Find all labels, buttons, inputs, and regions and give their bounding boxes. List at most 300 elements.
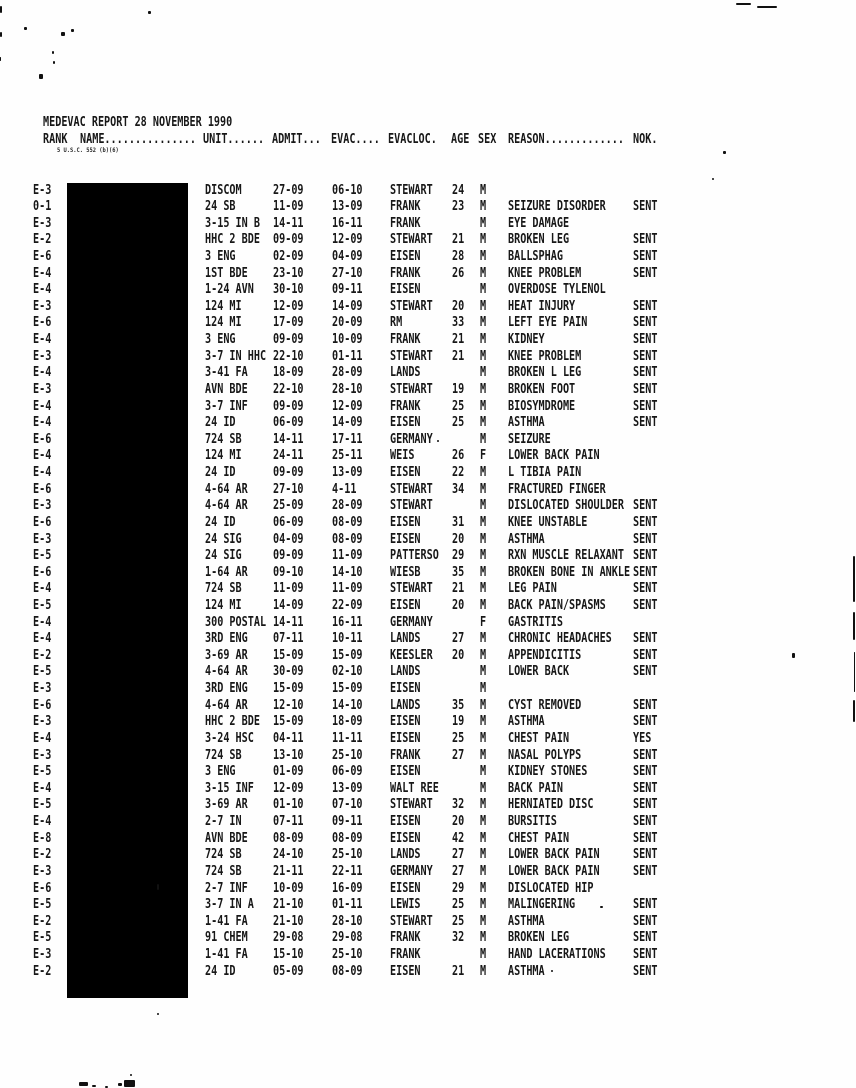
cell-evacloc: LANDS xyxy=(390,664,421,680)
cell-unit: 4-64 AR xyxy=(205,498,248,514)
cell-admit: 17-09 xyxy=(273,315,304,331)
cell-unit: 724 SB xyxy=(205,847,242,863)
cell-unit: 24 SB xyxy=(205,199,236,215)
cell-age: 35 xyxy=(452,564,465,580)
cell-rank: E-4 xyxy=(33,465,52,481)
cell-reason: LOWER BACK PAIN xyxy=(508,847,600,863)
cell-evac: 08-09 xyxy=(332,514,363,530)
cell-rank: 0-1 xyxy=(33,199,52,215)
cell-sex: M xyxy=(480,764,487,780)
cell-reason: BROKEN LEG xyxy=(508,232,570,248)
cell-evac: 25-10 xyxy=(332,747,363,763)
cell-sex: M xyxy=(480,847,487,863)
cell-age: 32 xyxy=(452,797,465,813)
cell-admit: 11-09 xyxy=(273,581,304,597)
cell-nok: SENT xyxy=(633,514,658,530)
cell-reason: APPENDICITIS xyxy=(508,647,582,663)
cell-sex: F xyxy=(480,448,487,464)
cell-evac: 20-09 xyxy=(332,315,363,331)
cell-evacloc: LANDS xyxy=(390,631,421,647)
cell-nok: SENT xyxy=(633,332,658,348)
cell-nok: SENT xyxy=(633,548,658,564)
cell-evac: 12-09 xyxy=(332,232,363,248)
cell-evac: 08-09 xyxy=(332,531,363,547)
cell-unit: 1-41 FA xyxy=(205,913,248,929)
cell-reason: HAND LACERATIONS xyxy=(508,947,606,963)
cell-nok: SENT xyxy=(633,897,658,913)
cell-reason: SEIZURE xyxy=(508,431,551,447)
cell-evacloc: WEIS xyxy=(390,448,415,464)
cell-unit: AVN BDE xyxy=(205,381,248,397)
cell-admit: 11-09 xyxy=(273,199,304,215)
cell-nok: SENT xyxy=(633,598,658,613)
column-header-unit: UNIT...... xyxy=(203,132,265,147)
cell-admit: 24-11 xyxy=(273,448,304,464)
cell-evacloc: EISEN xyxy=(390,714,421,730)
cell-age: 26 xyxy=(452,265,465,281)
cell-evac: 09-11 xyxy=(332,282,363,298)
cell-evac: 4-11 xyxy=(332,481,357,497)
cell-admit: 07-11 xyxy=(273,631,304,647)
scan-noise-speck xyxy=(130,1074,132,1076)
cell-age: 25 xyxy=(452,398,465,414)
cell-unit: 724 SB xyxy=(205,431,242,447)
cell-rank: E-4 xyxy=(33,365,52,381)
cell-reason: KNEE PROBLEM xyxy=(508,265,582,281)
scan-noise-speck xyxy=(853,700,855,722)
cell-unit: 124 MI xyxy=(205,598,242,613)
cell-reason: BURSITIS xyxy=(508,814,557,830)
cell-evacloc: STEWART xyxy=(390,348,433,364)
cell-rank: E-5 xyxy=(33,598,52,613)
cell-nok: SENT xyxy=(633,564,658,580)
cell-evacloc: WIESB xyxy=(390,564,421,580)
cell-sex: M xyxy=(480,647,487,663)
cell-admit: 22-10 xyxy=(273,348,304,364)
cell-sex: M xyxy=(480,514,487,530)
cell-admit: 09-10 xyxy=(273,564,304,580)
cell-sex: M xyxy=(480,348,487,364)
cell-reason: LEFT EYE PAIN xyxy=(508,315,588,331)
cell-rank: E-4 xyxy=(33,398,52,414)
cell-age: 27 xyxy=(452,863,465,879)
cell-evac: 08-09 xyxy=(332,830,363,846)
cell-rank: E-6 xyxy=(33,564,52,580)
scan-noise-speck xyxy=(24,27,27,30)
cell-nok: SENT xyxy=(633,248,658,264)
cell-evacloc: EISEN xyxy=(390,764,421,780)
cell-nok: SENT xyxy=(633,348,658,364)
cell-sex: M xyxy=(480,282,487,298)
cell-sex: M xyxy=(480,548,487,564)
cell-sex: M xyxy=(480,863,487,879)
cell-sex: M xyxy=(480,481,487,497)
cell-evacloc: PATTERSO xyxy=(390,548,439,564)
scan-noise-speck xyxy=(124,1080,135,1087)
cell-sex: M xyxy=(480,714,487,730)
cell-evacloc: STEWART xyxy=(390,498,433,514)
scan-noise-speck xyxy=(157,1013,159,1015)
cell-age: 21 xyxy=(452,332,465,348)
cell-sex: M xyxy=(480,232,487,248)
cell-sex: M xyxy=(480,498,487,514)
cell-rank: E-6 xyxy=(33,481,52,497)
cell-unit: DISCOM xyxy=(205,182,242,198)
cell-evac: 14-09 xyxy=(332,415,363,431)
cell-sex: M xyxy=(480,365,487,381)
cell-unit: AVN BDE xyxy=(205,830,248,846)
cell-admit: 12-09 xyxy=(273,780,304,796)
cell-evac: 14-10 xyxy=(332,697,363,713)
cell-evacloc: RM xyxy=(390,315,403,331)
cell-evacloc: LEWIS xyxy=(390,897,421,913)
cell-age: 31 xyxy=(452,514,465,530)
cell-admit: 07-11 xyxy=(273,814,304,830)
cell-sex: M xyxy=(480,398,487,414)
cell-age: 28 xyxy=(452,248,465,264)
cell-evacloc: EISEN xyxy=(390,830,421,846)
cell-sex: M xyxy=(480,431,487,447)
cell-unit: 3 ENG xyxy=(205,332,236,348)
column-header-rank: RANK xyxy=(43,132,68,147)
cell-admit: 14-11 xyxy=(273,614,304,630)
cell-reason: L TIBIA PAIN xyxy=(508,465,582,481)
scan-noise-speck xyxy=(757,6,777,8)
cell-evacloc: EISEN xyxy=(390,465,421,481)
cell-nok: SENT xyxy=(633,830,658,846)
cell-unit: 91 CHEM xyxy=(205,930,248,946)
cell-unit: 3 ENG xyxy=(205,764,236,780)
cell-sex: M xyxy=(480,780,487,796)
cell-unit: 3-15 IN B xyxy=(205,215,260,231)
scan-noise-speck xyxy=(0,32,2,37)
cell-reason: BACK PAIN/SPASMS xyxy=(508,598,606,613)
cell-age: 33 xyxy=(452,315,465,331)
column-header-evacloc: EVACLOC. xyxy=(388,132,437,147)
cell-sex: M xyxy=(480,814,487,830)
cell-evac: 15-09 xyxy=(332,647,363,663)
cell-sex: M xyxy=(480,531,487,547)
cell-rank: E-5 xyxy=(33,664,52,680)
cell-evacloc: FRANK xyxy=(390,747,421,763)
cell-admit: 29-08 xyxy=(273,930,304,946)
cell-age: 25 xyxy=(452,897,465,913)
cell-admit: 21-10 xyxy=(273,913,304,929)
cell-evacloc: EISEN xyxy=(390,282,421,298)
cell-unit: 24 SIG xyxy=(205,531,242,547)
cell-evac: 18-09 xyxy=(332,714,363,730)
cell-rank: E-3 xyxy=(33,747,52,763)
cell-age: 34 xyxy=(452,481,465,497)
cell-rank: E-5 xyxy=(33,930,52,946)
cell-reason: HEAT INJURY xyxy=(508,298,576,314)
cell-sex: M xyxy=(480,598,487,613)
cell-rank: E-3 xyxy=(33,215,52,231)
scan-noise-speck xyxy=(853,556,855,602)
cell-reason: BIOSYMDROME xyxy=(508,398,576,414)
cell-evacloc: KEESLER xyxy=(390,647,433,663)
cell-admit: 15-09 xyxy=(273,714,304,730)
cell-nok: SENT xyxy=(633,298,658,314)
column-header-evac: EVAC.... xyxy=(331,132,380,147)
cell-reason: NASAL POLYPS xyxy=(508,747,582,763)
cell-unit: 724 SB xyxy=(205,863,242,879)
cell-sex: M xyxy=(480,947,487,963)
cell-evac: 01-11 xyxy=(332,897,363,913)
cell-evac: 10-11 xyxy=(332,631,363,647)
cell-rank: E-4 xyxy=(33,814,52,830)
cell-reason: LOWER BACK xyxy=(508,664,570,680)
cell-rank: E-2 xyxy=(33,647,52,663)
cell-rank: E-2 xyxy=(33,232,52,248)
cell-age: 22 xyxy=(452,465,465,481)
cell-rank: E-4 xyxy=(33,415,52,431)
cell-evac: 25-11 xyxy=(332,448,363,464)
cell-sex: M xyxy=(480,697,487,713)
cell-evac: 07-10 xyxy=(332,797,363,813)
cell-evac: 28-10 xyxy=(332,913,363,929)
cell-reason: ASTHMA xyxy=(508,531,545,547)
cell-reason: OVERDOSE TYLENOL xyxy=(508,282,606,298)
cell-reason: HERNIATED DISC xyxy=(508,797,594,813)
cell-sex: M xyxy=(480,581,487,597)
cell-evacloc: EISEN xyxy=(390,963,421,979)
cell-evac: 17-11 xyxy=(332,431,363,447)
cell-reason: ASTHMA xyxy=(508,913,545,929)
column-header-reason: REASON............. xyxy=(508,132,625,147)
cell-age: 29 xyxy=(452,880,465,896)
cell-unit: 3-7 IN HHC xyxy=(205,348,267,364)
cell-nok: SENT xyxy=(633,664,658,680)
cell-nok: SENT xyxy=(633,814,658,830)
cell-nok: SENT xyxy=(633,398,658,414)
cell-age: 20 xyxy=(452,598,465,613)
cell-admit: 14-09 xyxy=(273,598,304,613)
cell-rank: E-2 xyxy=(33,963,52,979)
cell-rank: E-4 xyxy=(33,780,52,796)
cell-evacloc: STEWART xyxy=(390,182,433,198)
scan-noise-speck xyxy=(600,906,603,908)
cell-evacloc: EISEN xyxy=(390,814,421,830)
cell-unit: 1-41 FA xyxy=(205,947,248,963)
cell-age: 20 xyxy=(452,647,465,663)
cell-evacloc: EISEN xyxy=(390,531,421,547)
cell-rank: E-6 xyxy=(33,514,52,530)
cell-nok: SENT xyxy=(633,963,658,979)
cell-reason: BROKEN LEG xyxy=(508,930,570,946)
cell-sex: M xyxy=(480,913,487,929)
cell-age: 35 xyxy=(452,697,465,713)
cell-age: 25 xyxy=(452,913,465,929)
cell-nok: SENT xyxy=(633,199,658,215)
cell-evacloc: LANDS xyxy=(390,847,421,863)
cell-admit: 27-10 xyxy=(273,481,304,497)
cell-evac: 13-09 xyxy=(332,465,363,481)
cell-admit: 01-09 xyxy=(273,764,304,780)
scan-noise-speck xyxy=(92,1085,96,1087)
cell-sex: M xyxy=(480,880,487,896)
cell-admit: 15-09 xyxy=(273,647,304,663)
cell-evacloc: FRANK xyxy=(390,199,421,215)
cell-unit: 24 ID xyxy=(205,415,236,431)
cell-evacloc: EISEN xyxy=(390,514,421,530)
cell-evacloc: FRANK xyxy=(390,930,421,946)
cell-nok: SENT xyxy=(633,315,658,331)
cell-admit: 09-09 xyxy=(273,548,304,564)
cell-sex: M xyxy=(480,664,487,680)
cell-unit: 4-64 AR xyxy=(205,697,248,713)
cell-reason: SEIZURE DISORDER xyxy=(508,199,606,215)
scan-noise-speck xyxy=(118,1083,122,1086)
cell-admit: 06-09 xyxy=(273,415,304,431)
column-header-name: NAME............... xyxy=(80,132,197,147)
cell-evac: 06-09 xyxy=(332,764,363,780)
cell-nok: SENT xyxy=(633,581,658,597)
cell-unit: 3-69 AR xyxy=(205,647,248,663)
cell-nok: SENT xyxy=(633,697,658,713)
cell-sex: M xyxy=(480,747,487,763)
cell-evac: 25-10 xyxy=(332,947,363,963)
cell-nok: SENT xyxy=(633,947,658,963)
cell-admit: 21-11 xyxy=(273,863,304,879)
scan-noise-speck xyxy=(792,653,795,658)
cell-evac: 14-09 xyxy=(332,298,363,314)
cell-nok: SENT xyxy=(633,647,658,663)
cell-sex: M xyxy=(480,963,487,979)
cell-rank: E-3 xyxy=(33,381,52,397)
cell-admit: 14-11 xyxy=(273,215,304,231)
cell-nok: SENT xyxy=(633,747,658,763)
cell-admit: 09-09 xyxy=(273,398,304,414)
column-header-admit: ADMIT... xyxy=(272,132,321,147)
cell-nok: YES xyxy=(633,730,652,746)
cell-evacloc: STEWART xyxy=(390,298,433,314)
cell-admit: 02-09 xyxy=(273,248,304,264)
cell-unit: 3RD ENG xyxy=(205,631,248,647)
cell-admit: 12-10 xyxy=(273,697,304,713)
cell-nok: SENT xyxy=(633,381,658,397)
cell-unit: 24 ID xyxy=(205,514,236,530)
cell-unit: 2-7 INF xyxy=(205,880,248,896)
cell-admit: 09-09 xyxy=(273,232,304,248)
cell-unit: 1-24 AVN xyxy=(205,282,254,298)
cell-rank: E-3 xyxy=(33,863,52,879)
cell-rank: E-6 xyxy=(33,880,52,896)
cell-rank: E-6 xyxy=(33,315,52,331)
cell-unit: 724 SB xyxy=(205,747,242,763)
cell-reason: KNEE PROBLEM xyxy=(508,348,582,364)
cell-evacloc: FRANK xyxy=(390,265,421,281)
cell-rank: E-3 xyxy=(33,348,52,364)
scan-noise-speck xyxy=(157,884,159,890)
cell-rank: E-3 xyxy=(33,498,52,514)
cell-evac: 01-11 xyxy=(332,348,363,364)
scan-noise-speck xyxy=(0,57,1,61)
cell-unit: 3-7 INF xyxy=(205,398,248,414)
cell-reason: DISLOCATED SHOULDER xyxy=(508,498,625,514)
cell-evac: 02-10 xyxy=(332,664,363,680)
cell-evac: 22-09 xyxy=(332,598,363,613)
cell-evacloc: EISEN xyxy=(390,681,421,697)
cell-sex: M xyxy=(480,248,487,264)
cell-admit: 15-10 xyxy=(273,947,304,963)
cell-age: 23 xyxy=(452,199,465,215)
cell-age: 42 xyxy=(452,830,465,846)
cell-reason: LEG PAIN xyxy=(508,581,557,597)
cell-nok: SENT xyxy=(633,365,658,381)
cell-rank: E-3 xyxy=(33,531,52,547)
scan-noise-speck xyxy=(854,652,855,692)
cell-age: 26 xyxy=(452,448,465,464)
cell-rank: E-3 xyxy=(33,298,52,314)
cell-rank: E-4 xyxy=(33,730,52,746)
cell-reason: GASTRITIS xyxy=(508,614,563,630)
cell-age: 27 xyxy=(452,847,465,863)
cell-age: 25 xyxy=(452,415,465,431)
cell-evacloc: EISEN xyxy=(390,415,421,431)
cell-evac: 28-10 xyxy=(332,381,363,397)
cell-sex: M xyxy=(480,897,487,913)
cell-sex: M xyxy=(480,465,487,481)
cell-evac: 09-11 xyxy=(332,814,363,830)
scan-noise-speck xyxy=(79,1082,88,1086)
cell-nok: SENT xyxy=(633,631,658,647)
cell-unit: 724 SB xyxy=(205,581,242,597)
cell-age: 21 xyxy=(452,348,465,364)
cell-admit: 04-09 xyxy=(273,531,304,547)
cell-reason: EYE DAMAGE xyxy=(508,215,570,231)
cell-evac: 11-11 xyxy=(332,730,363,746)
cell-sex: M xyxy=(480,381,487,397)
cell-evacloc: GERMANY xyxy=(390,614,433,630)
cell-sex: M xyxy=(480,631,487,647)
scan-noise-speck xyxy=(723,151,726,154)
cell-rank: E-4 xyxy=(33,282,52,298)
scan-noise-speck xyxy=(712,178,714,180)
cell-reason: BROKEN BONE IN ANKLE xyxy=(508,564,631,580)
cell-evac: 13-09 xyxy=(332,780,363,796)
cell-evac: 16-09 xyxy=(332,880,363,896)
cell-admit: 09-09 xyxy=(273,332,304,348)
cell-sex: M xyxy=(480,681,487,697)
cell-rank: E-4 xyxy=(33,581,52,597)
scan-noise-speck xyxy=(437,440,439,442)
scan-noise-speck xyxy=(0,6,2,13)
cell-unit: 3-24 HSC xyxy=(205,730,254,746)
cell-evac: 16-11 xyxy=(332,215,363,231)
cell-sex: M xyxy=(480,564,487,580)
cell-evac: 16-11 xyxy=(332,614,363,630)
cell-reason: ASTHMA xyxy=(508,714,545,730)
cell-nok: SENT xyxy=(633,498,658,514)
cell-age: 21 xyxy=(452,581,465,597)
cell-age: 32 xyxy=(452,930,465,946)
cell-evac: 29-08 xyxy=(332,930,363,946)
cell-reason: KIDNEY STONES xyxy=(508,764,588,780)
cell-rank: E-4 xyxy=(33,448,52,464)
cell-unit: 3 ENG xyxy=(205,248,236,264)
cell-admit: 25-09 xyxy=(273,498,304,514)
cell-evacloc: LANDS xyxy=(390,365,421,381)
cell-evac: 15-09 xyxy=(332,681,363,697)
cell-evacloc: FRANK xyxy=(390,398,421,414)
cell-reason: ASTHMA xyxy=(508,415,545,431)
cell-sex: F xyxy=(480,614,487,630)
cell-age: 20 xyxy=(452,531,465,547)
column-header-nok: NOK. xyxy=(633,132,658,147)
cell-rank: E-6 xyxy=(33,697,52,713)
cell-rank: E-5 xyxy=(33,548,52,564)
